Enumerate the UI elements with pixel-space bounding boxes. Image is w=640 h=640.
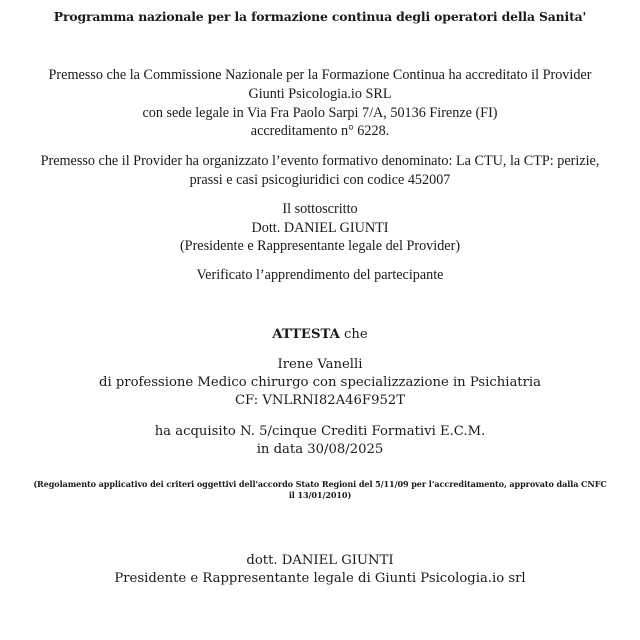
attestation-suffix: che bbox=[339, 327, 368, 342]
event-premise-line-2: prassi e casi psicogiuridici con codice 452007 bbox=[189, 172, 451, 188]
attestation-heading bbox=[0, 326, 640, 344]
regulation-note-line-1: (Regolamento applicativo dei criteri oggettivi dell'accordo Stato Regioni del 5/11/09 per l’accreditamento, approvato dalla CNFC bbox=[33, 479, 607, 489]
accreditation-number: accreditamento n° 6228. bbox=[250, 123, 390, 139]
credits-date: in data 30/08/2025 bbox=[256, 442, 384, 457]
undersigned-label: Il sottoscritto bbox=[282, 201, 358, 217]
participant-profession: di professione Medico chirurgo con specializzazione in Psichiatria bbox=[99, 375, 541, 390]
learning-verification: Verificato l’apprendimento del partecipante bbox=[196, 267, 444, 283]
undersigned-role: (Presidente e Rappresentante legale del Provider) bbox=[179, 238, 461, 254]
document-title: Programma nazionale per la formazione continua degli operatori della Sanita' bbox=[53, 9, 587, 24]
credits-awarded: ha acquisito N. 5/cinque Crediti Formativi E.C.M. bbox=[154, 424, 486, 439]
event-premise-line-1: Premesso che il Provider ha organizzato l’evento formativo denominato: La CTU, la CTP: perizie, bbox=[40, 153, 600, 169]
signature-name: dott. DANIEL GIUNTI bbox=[246, 553, 394, 568]
premise-accreditation-line: Premesso che la Commissione Nazionale per la Formazione Continua ha accreditato il Provider bbox=[48, 67, 592, 83]
provider-name: Giunti Psicologia.io SRL bbox=[248, 86, 392, 102]
regulation-note-line-2: il 13/01/2010) bbox=[288, 490, 352, 500]
signature-role: Presidente e Rappresentante legale di Giunti Psicologia.io srl bbox=[114, 571, 526, 586]
attestation-keyword: ATTESTA bbox=[272, 327, 340, 342]
provider-address: con sede legale in Via Fra Paolo Sarpi 7/A, 50136 Firenze (FI) bbox=[142, 105, 498, 121]
participant-name: Irene Vanelli bbox=[277, 357, 363, 372]
undersigned-name: Dott. DANIEL GIUNTI bbox=[251, 220, 389, 236]
participant-tax-code: CF: VNLRNI82A46F952T bbox=[234, 393, 406, 408]
